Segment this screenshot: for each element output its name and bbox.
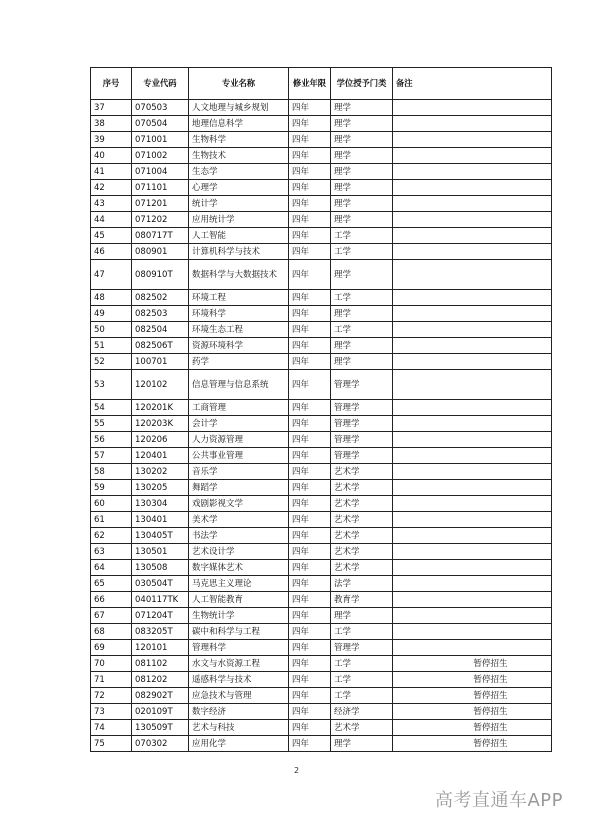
cell-code: 130202 (132, 464, 189, 480)
table-row (91, 560, 552, 576)
cell-note (393, 354, 552, 370)
cell-index: 74 (91, 720, 132, 736)
table-row (91, 608, 552, 624)
cell-years: 四年 (289, 228, 331, 244)
cell-note (393, 196, 552, 212)
cell-note (393, 290, 552, 306)
cell-major-name: 数据科学与大数据技术 (189, 260, 289, 290)
cell-degree: 理学 (331, 100, 393, 116)
table-row (91, 736, 552, 752)
cell-years: 四年 (289, 592, 331, 608)
table-row (91, 338, 552, 354)
table-row (91, 290, 552, 306)
table-row (91, 228, 552, 244)
cell-code: 130405T (132, 528, 189, 544)
cell-major-name: 环境生态工程 (189, 322, 289, 338)
cell-major-name: 计算机科学与技术 (189, 244, 289, 260)
cell-index: 45 (91, 228, 132, 244)
cell-index: 56 (91, 432, 132, 448)
cell-index: 46 (91, 244, 132, 260)
cell-index: 37 (91, 100, 132, 116)
cell-major-name: 马克思主义理论 (189, 576, 289, 592)
cell-degree: 管理学 (331, 432, 393, 448)
cell-years: 四年 (289, 528, 331, 544)
cell-note (393, 338, 552, 354)
cell-major-name: 水文与水资源工程 (189, 656, 289, 672)
cell-index: 59 (91, 480, 132, 496)
cell-code: 130501 (132, 544, 189, 560)
cell-index: 63 (91, 544, 132, 560)
cell-degree: 理学 (331, 354, 393, 370)
col-header-years: 修业年限 (289, 68, 331, 100)
cell-code: 083205T (132, 624, 189, 640)
cell-code: 080901 (132, 244, 189, 260)
cell-note (393, 180, 552, 196)
cell-degree: 管理学 (331, 400, 393, 416)
cell-code: 071001 (132, 132, 189, 148)
cell-degree: 工学 (331, 624, 393, 640)
col-header-degree: 学位授予门类 (331, 68, 393, 100)
cell-note (393, 306, 552, 322)
cell-years: 四年 (289, 370, 331, 400)
cell-major-name: 工商管理 (189, 400, 289, 416)
cell-degree: 艺术学 (331, 480, 393, 496)
cell-years: 四年 (289, 448, 331, 464)
cell-index: 66 (91, 592, 132, 608)
cell-degree: 工学 (331, 688, 393, 704)
cell-major-name: 艺术与科技 (189, 720, 289, 736)
table-row (91, 432, 552, 448)
cell-years: 四年 (289, 212, 331, 228)
cell-code: 120206 (132, 432, 189, 448)
cell-note: 暂停招生 (393, 688, 552, 704)
table-row (91, 576, 552, 592)
cell-degree: 艺术学 (331, 560, 393, 576)
cell-code: 120203K (132, 416, 189, 432)
cell-code: 130205 (132, 480, 189, 496)
cell-code: 082902T (132, 688, 189, 704)
table-row (91, 464, 552, 480)
cell-years: 四年 (289, 656, 331, 672)
cell-major-name: 人力资源管理 (189, 432, 289, 448)
cell-years: 四年 (289, 608, 331, 624)
cell-degree: 教育学 (331, 592, 393, 608)
cell-years: 四年 (289, 132, 331, 148)
cell-code: 080717T (132, 228, 189, 244)
cell-major-name: 环境科学 (189, 306, 289, 322)
cell-years: 四年 (289, 624, 331, 640)
cell-degree: 管理学 (331, 640, 393, 656)
cell-major-name: 音乐学 (189, 464, 289, 480)
cell-major-name: 生物统计学 (189, 608, 289, 624)
cell-note (393, 480, 552, 496)
cell-years: 四年 (289, 244, 331, 260)
cell-major-name: 应急技术与管理 (189, 688, 289, 704)
cell-years: 四年 (289, 100, 331, 116)
cell-degree: 管理学 (331, 416, 393, 432)
cell-index: 43 (91, 196, 132, 212)
table-row (91, 592, 552, 608)
table-row (91, 720, 552, 736)
table-row (91, 260, 552, 290)
cell-code: 082502 (132, 290, 189, 306)
cell-years: 四年 (289, 640, 331, 656)
cell-years: 四年 (289, 560, 331, 576)
cell-years: 四年 (289, 306, 331, 322)
cell-note (393, 464, 552, 480)
cell-note (393, 260, 552, 290)
col-header-name: 专业名称 (189, 68, 289, 100)
table-row (91, 306, 552, 322)
cell-degree: 工学 (331, 672, 393, 688)
cell-major-name: 资源环境科学 (189, 338, 289, 354)
cell-major-name: 应用统计学 (189, 212, 289, 228)
cell-major-name: 统计学 (189, 196, 289, 212)
cell-major-name: 应用化学 (189, 736, 289, 752)
cell-major-name: 遥感科学与技术 (189, 672, 289, 688)
table-header-row (91, 68, 552, 100)
cell-code: 080910T (132, 260, 189, 290)
table-row (91, 704, 552, 720)
table-row (91, 322, 552, 338)
cell-code: 071101 (132, 180, 189, 196)
table-row (91, 132, 552, 148)
cell-index: 41 (91, 164, 132, 180)
cell-note: 暂停招生 (393, 720, 552, 736)
cell-code: 130401 (132, 512, 189, 528)
cell-degree: 艺术学 (331, 512, 393, 528)
cell-degree: 工学 (331, 656, 393, 672)
cell-years: 四年 (289, 260, 331, 290)
cell-years: 四年 (289, 496, 331, 512)
cell-note: 暂停招生 (393, 736, 552, 752)
cell-index: 40 (91, 148, 132, 164)
cell-note (393, 228, 552, 244)
cell-degree: 理学 (331, 212, 393, 228)
cell-major-name: 公共事业管理 (189, 448, 289, 464)
table-row (91, 196, 552, 212)
table-row (91, 370, 552, 400)
cell-index: 53 (91, 370, 132, 400)
table-header (91, 68, 552, 100)
cell-major-name: 管理科学 (189, 640, 289, 656)
table-row (91, 640, 552, 656)
cell-index: 49 (91, 306, 132, 322)
page-number: 2 (293, 766, 300, 775)
cell-years: 四年 (289, 576, 331, 592)
cell-code: 071204T (132, 608, 189, 624)
cell-major-name: 环境工程 (189, 290, 289, 306)
cell-index: 51 (91, 338, 132, 354)
table-row (91, 480, 552, 496)
cell-note (393, 576, 552, 592)
cell-degree: 理学 (331, 608, 393, 624)
cell-index: 58 (91, 464, 132, 480)
cell-years: 四年 (289, 464, 331, 480)
cell-major-name: 信息管理与信息系统 (189, 370, 289, 400)
cell-major-name: 生物科学 (189, 132, 289, 148)
cell-major-name: 地理信息科学 (189, 116, 289, 132)
cell-code: 081102 (132, 656, 189, 672)
cell-index: 60 (91, 496, 132, 512)
cell-degree: 理学 (331, 338, 393, 354)
cell-note (393, 640, 552, 656)
cell-major-name: 书法学 (189, 528, 289, 544)
cell-index: 73 (91, 704, 132, 720)
cell-index: 68 (91, 624, 132, 640)
cell-note (393, 592, 552, 608)
cell-major-name: 美术学 (189, 512, 289, 528)
cell-note (393, 100, 552, 116)
cell-index: 50 (91, 322, 132, 338)
col-header-code: 专业代码 (132, 68, 189, 100)
cell-years: 四年 (289, 736, 331, 752)
cell-code: 100701 (132, 354, 189, 370)
cell-major-name: 人工智能 (189, 228, 289, 244)
cell-code: 071202 (132, 212, 189, 228)
cell-note (393, 400, 552, 416)
table-row (91, 400, 552, 416)
cell-note: 暂停招生 (393, 704, 552, 720)
cell-note (393, 132, 552, 148)
cell-years: 四年 (289, 480, 331, 496)
table-row (91, 416, 552, 432)
cell-index: 69 (91, 640, 132, 656)
cell-index: 71 (91, 672, 132, 688)
cell-major-name: 数字媒体艺术 (189, 560, 289, 576)
table-row (91, 180, 552, 196)
cell-degree: 理学 (331, 116, 393, 132)
cell-degree: 艺术学 (331, 496, 393, 512)
cell-years: 四年 (289, 432, 331, 448)
col-header-note: 备注 (393, 68, 552, 100)
cell-index: 75 (91, 736, 132, 752)
cell-index: 39 (91, 132, 132, 148)
cell-index: 57 (91, 448, 132, 464)
cell-major-name: 人文地理与城乡规划 (189, 100, 289, 116)
cell-years: 四年 (289, 688, 331, 704)
cell-code: 120102 (132, 370, 189, 400)
cell-years: 四年 (289, 180, 331, 196)
cell-degree: 管理学 (331, 448, 393, 464)
cell-degree: 工学 (331, 244, 393, 260)
cell-code: 130508 (132, 560, 189, 576)
cell-years: 四年 (289, 148, 331, 164)
cell-major-name: 戏剧影视文学 (189, 496, 289, 512)
cell-degree: 艺术学 (331, 528, 393, 544)
cell-note (393, 244, 552, 260)
cell-code: 070503 (132, 100, 189, 116)
cell-degree: 艺术学 (331, 464, 393, 480)
cell-index: 72 (91, 688, 132, 704)
cell-note: 暂停招生 (393, 656, 552, 672)
cell-note (393, 608, 552, 624)
cell-degree: 理学 (331, 306, 393, 322)
cell-index: 47 (91, 260, 132, 290)
cell-index: 54 (91, 400, 132, 416)
cell-index: 44 (91, 212, 132, 228)
cell-code: 130509T (132, 720, 189, 736)
cell-degree: 理学 (331, 736, 393, 752)
cell-code: 082503 (132, 306, 189, 322)
cell-major-name: 心理学 (189, 180, 289, 196)
cell-years: 四年 (289, 116, 331, 132)
cell-note (393, 448, 552, 464)
cell-degree: 理学 (331, 132, 393, 148)
cell-index: 48 (91, 290, 132, 306)
table-row (91, 528, 552, 544)
cell-note (393, 416, 552, 432)
table-row (91, 164, 552, 180)
cell-degree: 艺术学 (331, 720, 393, 736)
cell-code: 081202 (132, 672, 189, 688)
cell-degree: 理学 (331, 180, 393, 196)
cell-years: 四年 (289, 416, 331, 432)
cell-years: 四年 (289, 672, 331, 688)
cell-note (393, 212, 552, 228)
cell-degree: 理学 (331, 164, 393, 180)
cell-code: 082506T (132, 338, 189, 354)
cell-index: 70 (91, 656, 132, 672)
cell-note: 暂停招生 (393, 672, 552, 688)
cell-note (393, 624, 552, 640)
table-row (91, 656, 552, 672)
majors-table (90, 67, 552, 752)
cell-code: 071002 (132, 148, 189, 164)
table-row (91, 624, 552, 640)
cell-years: 四年 (289, 400, 331, 416)
cell-code: 120401 (132, 448, 189, 464)
cell-index: 55 (91, 416, 132, 432)
table-row (91, 148, 552, 164)
cell-major-name: 会计学 (189, 416, 289, 432)
cell-index: 38 (91, 116, 132, 132)
cell-code: 130304 (132, 496, 189, 512)
cell-code: 070504 (132, 116, 189, 132)
cell-years: 四年 (289, 354, 331, 370)
col-header-index: 序号 (91, 68, 132, 100)
cell-note (393, 164, 552, 180)
table-row (91, 544, 552, 560)
cell-note (393, 496, 552, 512)
cell-major-name: 生态学 (189, 164, 289, 180)
table-row (91, 688, 552, 704)
cell-note (393, 512, 552, 528)
cell-years: 四年 (289, 512, 331, 528)
cell-degree: 理学 (331, 260, 393, 290)
cell-note (393, 322, 552, 338)
cell-years: 四年 (289, 338, 331, 354)
cell-code: 071004 (132, 164, 189, 180)
table-row (91, 354, 552, 370)
cell-degree: 法学 (331, 576, 393, 592)
cell-major-name: 碳中和科学与工程 (189, 624, 289, 640)
cell-major-name: 艺术设计学 (189, 544, 289, 560)
cell-code: 030504T (132, 576, 189, 592)
table-row (91, 244, 552, 260)
cell-degree: 艺术学 (331, 544, 393, 560)
cell-code: 082504 (132, 322, 189, 338)
table-row (91, 116, 552, 132)
cell-note (393, 116, 552, 132)
cell-years: 四年 (289, 720, 331, 736)
cell-note (393, 370, 552, 400)
cell-code: 040117TK (132, 592, 189, 608)
cell-index: 52 (91, 354, 132, 370)
cell-index: 64 (91, 560, 132, 576)
cell-index: 62 (91, 528, 132, 544)
cell-years: 四年 (289, 322, 331, 338)
cell-index: 65 (91, 576, 132, 592)
cell-note (393, 560, 552, 576)
cell-major-name: 生物技术 (189, 148, 289, 164)
cell-note (393, 148, 552, 164)
cell-code: 120101 (132, 640, 189, 656)
cell-note (393, 544, 552, 560)
cell-major-name: 舞蹈学 (189, 480, 289, 496)
cell-degree: 工学 (331, 228, 393, 244)
cell-degree: 管理学 (331, 370, 393, 400)
cell-code: 071201 (132, 196, 189, 212)
cell-degree: 工学 (331, 322, 393, 338)
table-row (91, 496, 552, 512)
cell-degree: 理学 (331, 196, 393, 212)
watermark-text: 高考直通车APP (434, 790, 563, 811)
cell-index: 67 (91, 608, 132, 624)
table-row (91, 672, 552, 688)
cell-code: 070302 (132, 736, 189, 752)
cell-code: 120201K (132, 400, 189, 416)
table-row (91, 100, 552, 116)
cell-note (393, 528, 552, 544)
cell-years: 四年 (289, 196, 331, 212)
cell-major-name: 数字经济 (189, 704, 289, 720)
cell-index: 42 (91, 180, 132, 196)
cell-code: 020109T (132, 704, 189, 720)
cell-years: 四年 (289, 544, 331, 560)
cell-degree: 经济学 (331, 704, 393, 720)
cell-major-name: 药学 (189, 354, 289, 370)
table-row (91, 448, 552, 464)
table-row (91, 212, 552, 228)
cell-major-name: 人工智能教育 (189, 592, 289, 608)
table-row (91, 512, 552, 528)
table-body (91, 100, 552, 752)
cell-degree: 工学 (331, 290, 393, 306)
cell-years: 四年 (289, 290, 331, 306)
cell-note (393, 432, 552, 448)
cell-degree: 理学 (331, 148, 393, 164)
cell-index: 61 (91, 512, 132, 528)
cell-years: 四年 (289, 704, 331, 720)
cell-years: 四年 (289, 164, 331, 180)
